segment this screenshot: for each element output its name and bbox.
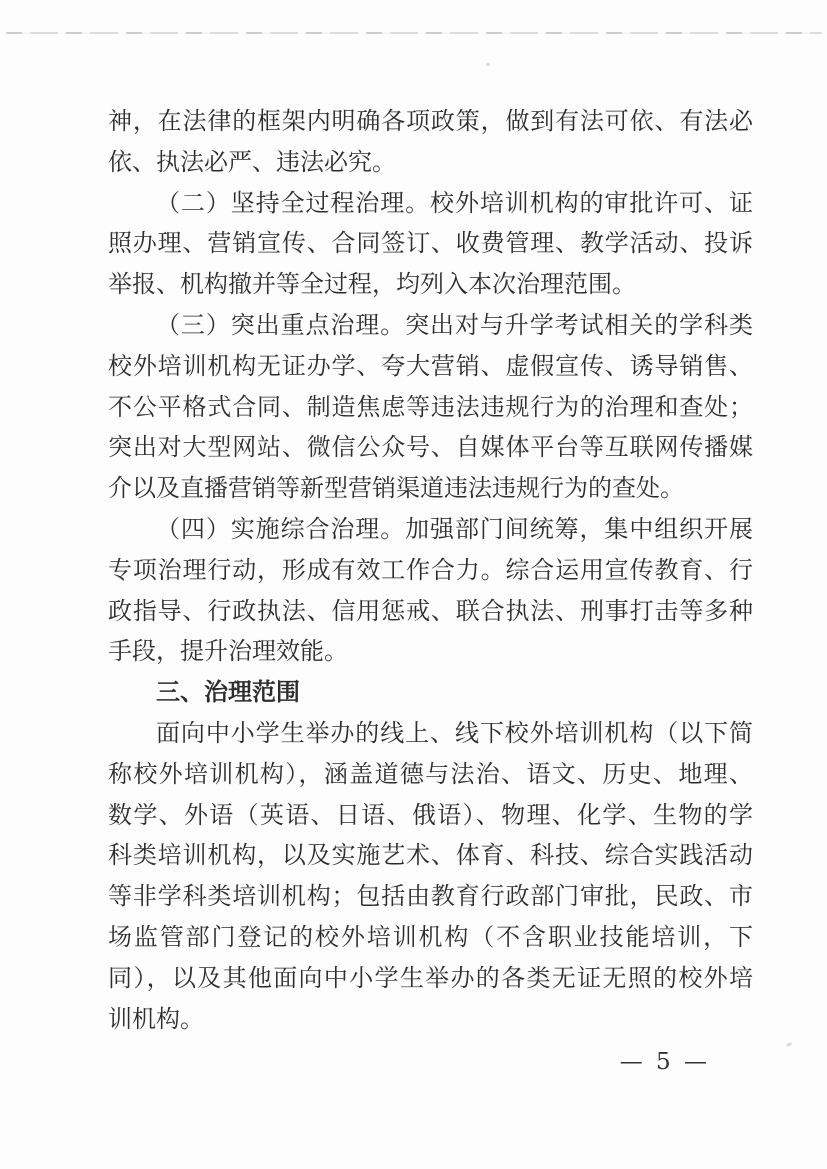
text-line: 训机构。 xyxy=(108,1004,204,1033)
text-line: 神，在法律的框架内明确各项政策，做到有法可依、有法必 xyxy=(108,107,753,135)
text-line: 同），以及其他面向中小学生举办的各类无证无照的校外培 xyxy=(108,963,753,992)
section-heading: 三、治理范围 xyxy=(156,677,300,707)
text-line: 称校外培训机构），涵盖道德与法治、语文、历史、地理、 xyxy=(108,759,753,788)
text-line: 专项治理行动，形成有效工作合力。综合运用宣传教育、行 xyxy=(108,555,753,584)
document-body xyxy=(108,101,753,1039)
text-line: 科类培训机构，以及实施艺术、体育、科技、综合实践活动 xyxy=(108,841,753,870)
text-line: 政指导、行政执法、信用惩戒、联合执法、刑事打击等多种 xyxy=(108,596,753,625)
text-line: 举报、机构撤并等全过程，均列入本次治理范围。 xyxy=(108,270,636,299)
page-number: — 5 — xyxy=(619,1049,710,1075)
text-line: 面向中小学生举办的线上、线下校外培训机构（以下简 xyxy=(156,718,753,747)
text-line: 场监管部门登记的校外培训机构（不含职业技能培训，下 xyxy=(108,922,753,951)
text-line: 手段，提升治理效能。 xyxy=(108,637,348,666)
scan-speck xyxy=(486,63,490,66)
text-line: 突出对大型网站、微信公众号、自媒体平台等互联网传播媒 xyxy=(108,433,753,462)
text-line: （四）实施综合治理。加强部门间统筹，集中组织开展 xyxy=(156,514,753,543)
text-line: 校外培训机构无证办学、夸大营销、虚假宣传、诱导销售、 xyxy=(108,351,753,380)
text-line: 照办理、营销宣传、合同签订、收费管理、教学活动、投诉 xyxy=(108,229,753,258)
text-line: （二）坚持全过程治理。校外培训机构的审批许可、证 xyxy=(156,188,753,217)
text-line: 依、执法必严、违法必究。 xyxy=(108,147,396,176)
scan-artifact-line xyxy=(6,32,822,34)
text-line: 介以及直播营销等新型营销渠道违法违规行为的查处。 xyxy=(108,474,684,503)
text-line: 等非学科类培训机构；包括由教育行政部门审批，民政、市 xyxy=(108,882,753,911)
scan-speck xyxy=(786,1042,793,1047)
text-line: 数学、外语（英语、日语、俄语）、物理、化学、生物的学 xyxy=(108,800,753,829)
text-line: （三）突出重点治理。突出对与升学考试相关的学科类 xyxy=(156,310,753,339)
text-line: 不公平格式合同、制造焦虑等违法违规行为的治理和查处； xyxy=(108,392,753,421)
